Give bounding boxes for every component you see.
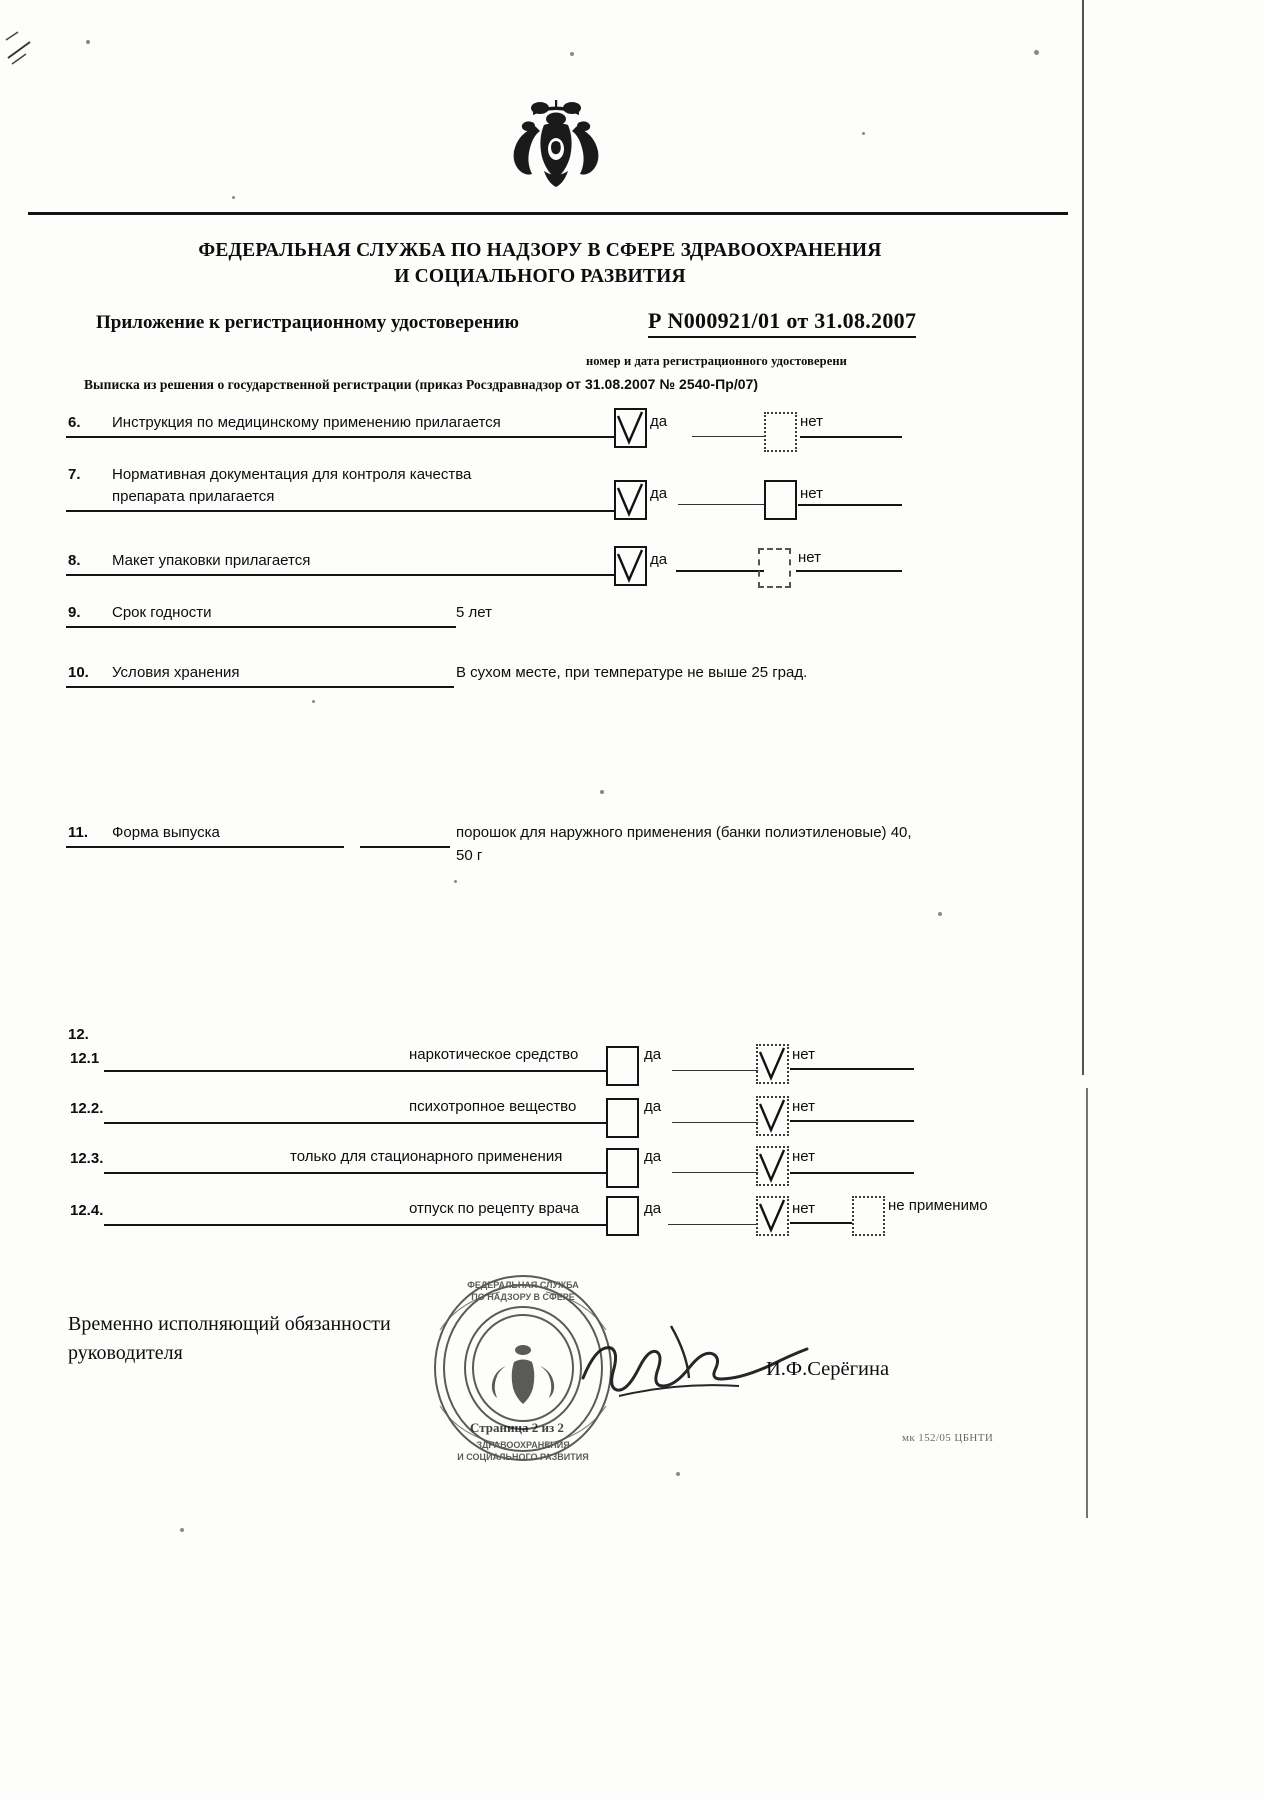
item-8-number: 8. [68,552,81,569]
scan-speck [570,52,574,56]
item-8-no-label: нет [798,549,821,566]
item-11-number: 11. [68,824,89,841]
item-12-2-number: 12.2. [70,1100,104,1117]
item-12-2-rule-right [790,1120,914,1122]
item-12-1-text: наркотическое средство [409,1046,579,1063]
item-8-rule [66,574,614,576]
item-6-connector [692,436,764,437]
item-12-2-no-checkbox[interactable] [756,1096,789,1136]
item-7-number: 7. [68,466,81,483]
item-12-1-connector [672,1070,758,1071]
item-12-3-rule-right [790,1172,914,1174]
item-12-3-connector [672,1172,758,1173]
scan-speck [600,790,604,794]
item-12-4-connector [668,1224,758,1225]
extract-line [84,376,758,393]
item-8-text: Макет упаковки прилагается [112,552,311,569]
item-12-4-na-checkbox[interactable] [852,1196,885,1236]
item-7-rule [66,510,614,512]
item-7-rule-right [798,504,902,506]
item-12-4-na-label: не применимо [888,1197,988,1214]
scan-speck [454,880,457,883]
svg-text:ЗДРАВООХРАНЕНИЯ: ЗДРАВООХРАНЕНИЯ [476,1440,570,1450]
item-12-2-no-label: нет [792,1098,815,1115]
item-11-rule [66,846,344,848]
item-9-rule [66,626,456,628]
checkmark-icon [756,1196,789,1236]
right-margin-line [1082,0,1084,1075]
checkmark-icon [756,1146,789,1186]
item-10-rule [66,686,454,688]
item-12-2-yes-checkbox[interactable] [606,1098,639,1138]
item-12-3-number: 12.3. [70,1150,104,1167]
item-12-4-yes-checkbox[interactable] [606,1196,639,1236]
item-11-value-line-1: порошок для наружного применения (банки полиэтиленовые) 40, [456,824,912,841]
item-11-rule-2 [360,846,450,848]
checkmark-icon [756,1096,789,1136]
item-12-2-connector [672,1122,758,1123]
item-7-text-line-2: препарата прилагается [112,488,275,505]
item-7-yes-label: да [650,485,668,502]
item-12-4-rule [104,1224,606,1226]
item-11-text: Форма выпуска [112,824,220,841]
item-12-3-no-checkbox[interactable] [756,1146,789,1186]
item-7-text-line-1: Нормативная документация для контроля качества [112,466,472,483]
extract-order: от 31.08.2007 № 2540-Пр/07) [565,376,759,392]
item-8-yes-checkbox[interactable] [614,546,647,586]
checkmark-icon [614,546,647,586]
item-8-connector [676,570,764,572]
item-12-4-rule-right [790,1222,852,1224]
scan-speck [862,132,865,135]
item-12-1-yes-checkbox[interactable] [606,1046,639,1086]
organization-title [120,238,960,290]
item-6-yes-label: да [650,413,668,430]
item-12-1-rule [104,1070,606,1072]
item-12-2-yes-label: да [644,1098,662,1115]
item-12-1-no-label: нет [792,1046,815,1063]
item-12-1-no-checkbox[interactable] [756,1044,789,1084]
item-10-value: В сухом месте, при температуре не выше 25 град. [456,664,808,681]
item-12-3-yes-checkbox[interactable] [606,1148,639,1188]
item-6-rule [66,436,614,438]
signatory-role [68,1310,488,1368]
scan-speck [232,196,235,199]
item-12-4-text: отпуск по рецепту врача [409,1200,579,1217]
item-12-3-no-label: нет [792,1148,815,1165]
scan-speck [1034,50,1039,55]
item-10-text: Условия хранения [112,664,240,681]
russian-coat-of-arms-icon [500,95,612,190]
item-8-yes-label: да [650,551,668,568]
scan-speck [180,1528,184,1532]
checkmark-icon [756,1044,789,1084]
item-10-number: 10. [68,664,89,681]
item-8-no-checkbox[interactable] [758,548,791,588]
scan-speck [676,1472,680,1476]
item-12-3-yes-label: да [644,1148,662,1165]
item-12-4-yes-label: да [644,1200,662,1217]
header-divider [28,212,1068,215]
appendix-label: Приложение к регистрационному удостоверению [96,312,520,333]
item-9-text: Срок годности [112,604,212,621]
scan-speck [86,40,90,44]
item-12-4-no-checkbox[interactable] [756,1196,789,1236]
item-12-3-text: только для стационарного применения [290,1148,563,1165]
item-12-4-number: 12.4. [70,1202,104,1219]
item-12-2-rule [104,1122,606,1124]
item-9-value: 5 лет [456,604,492,621]
item-8-rule-right [796,570,902,572]
svg-text:ФЕДЕРАЛЬНАЯ СЛУЖБА: ФЕДЕРАЛЬНАЯ СЛУЖБА [467,1280,579,1290]
extract-main: Выписка из решения о государственной регистрации (приказ Росздравнадзор [84,377,563,392]
org-title-line-2: И СОЦИАЛЬНОГО РАЗВИТИЯ [394,266,686,287]
item-6-no-label: нет [800,413,823,430]
signatory-name: И.Ф.Серёгина [766,1358,890,1380]
item-7-no-label: нет [800,485,823,502]
item-12-1-rule-right [790,1068,914,1070]
handwritten-signature [575,1300,865,1410]
scan-corner-artifact [4,24,60,68]
item-6-number: 6. [68,414,81,431]
right-margin-line-lower [1086,1088,1088,1518]
org-title-line-1: ФЕДЕРАЛЬНАЯ СЛУЖБА ПО НАДЗОРУ В СФЕРЕ ЗДРАВООХРАНЕНИЯ [198,240,882,261]
scan-speck [312,700,315,703]
item-7-connector [678,504,764,505]
item-6-yes-checkbox[interactable] [614,408,647,448]
item-6-text: Инструкция по медицинскому применению прилагается [112,414,501,431]
item-7-no-checkbox[interactable] [764,480,797,520]
footer-form-code: мк 152/05 ЦБНТИ [902,1432,994,1444]
registration-number-caption: номер и дата регистрационного удостоверени [586,354,847,368]
registration-number: Р N000921/01 от 31.08.2007 [648,308,916,338]
svg-text:И СОЦИАЛЬНОГО РАЗВИТИЯ: И СОЦИАЛЬНОГО РАЗВИТИЯ [457,1452,589,1462]
signatory-role-line-2: руководителя [68,1342,183,1364]
item-11-value-line-2: 50 г [456,847,483,864]
item-9-number: 9. [68,604,81,621]
signatory-role-line-1: Временно исполняющий обязанности [68,1313,391,1335]
checkmark-icon [614,480,647,520]
item-12-1-number: 12.1 [70,1050,100,1067]
page-marker: Страница 2 из 2 [470,1420,564,1435]
checkmark-icon [614,408,647,448]
item-6-rule-right [800,436,902,438]
item-12-2-text: психотропное вещество [409,1098,577,1115]
item-12-4-no-label: нет [792,1200,815,1217]
item-12-3-rule [104,1172,606,1174]
item-7-yes-checkbox[interactable] [614,480,647,520]
svg-text:ПО НАДЗОРУ В СФЕРЕ: ПО НАДЗОРУ В СФЕРЕ [471,1292,575,1302]
item-6-no-checkbox[interactable] [764,412,797,452]
item-12-1-yes-label: да [644,1046,662,1063]
scan-speck [938,912,942,916]
section-12-number: 12. [68,1026,89,1043]
